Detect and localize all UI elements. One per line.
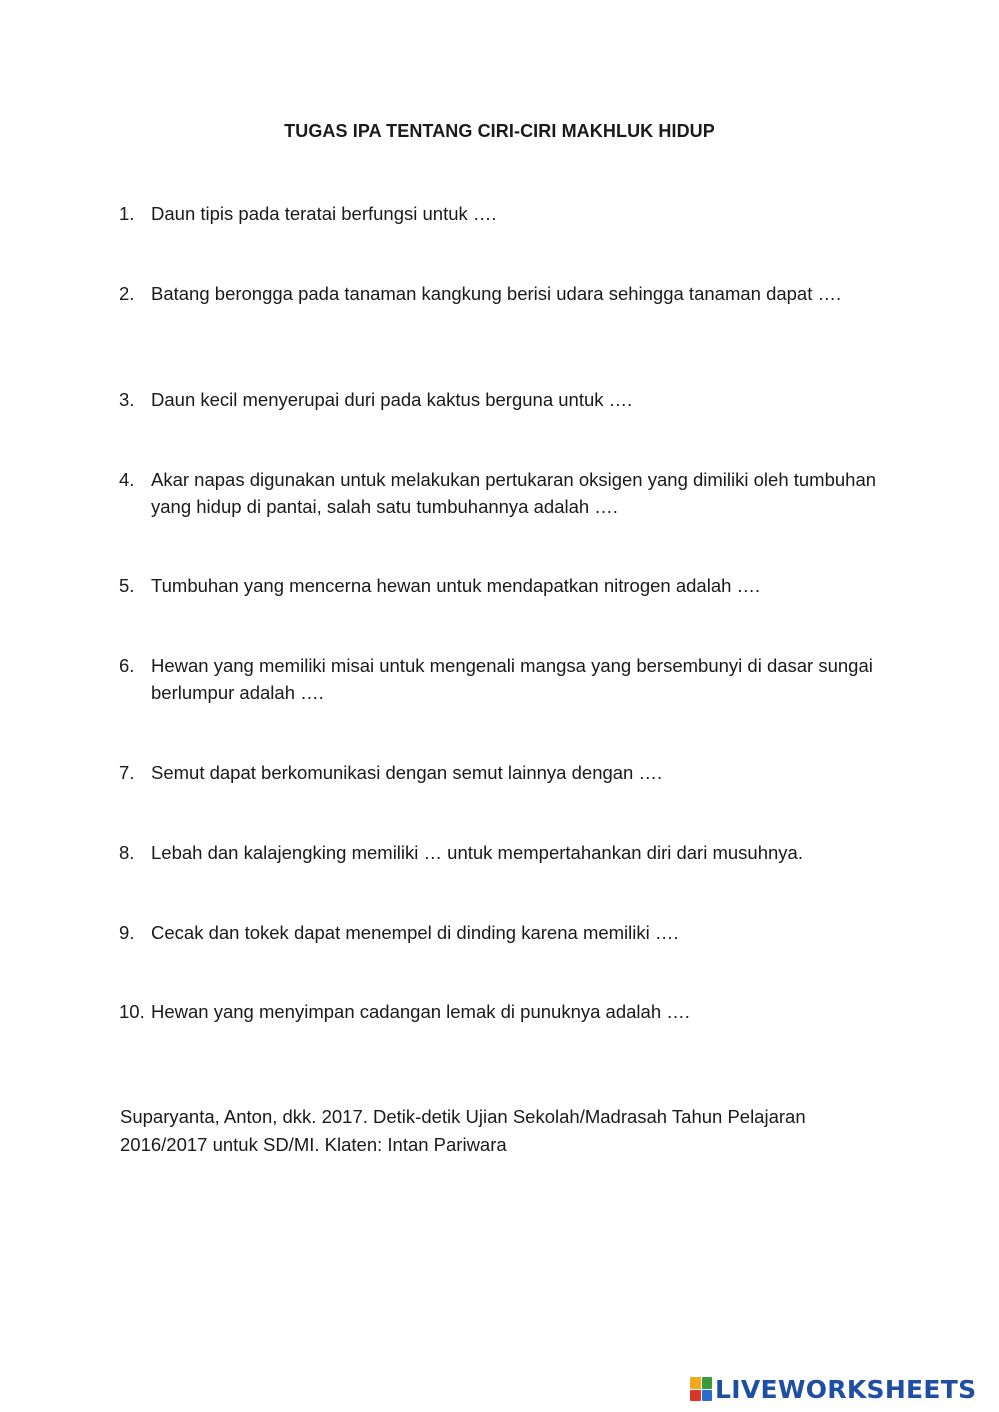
- question-number: 6.: [119, 655, 135, 676]
- question-text: Semut dapat berkomunikasi dengan semut lainnya dengan ….: [151, 762, 663, 783]
- question-item: [119, 200, 889, 227]
- question-item: [119, 759, 889, 786]
- question-item: [119, 998, 889, 1025]
- bibliography-reference: Suparyanta, Anton, dkk. 2017. Detik-detik Ujian Sekolah/Madrasah Tahun Pelajaran 2016/2017 untuk SD/MI. Klaten: Intan Pariwara: [120, 1106, 806, 1155]
- question-text: Batang berongga pada tanaman kangkung berisi udara sehingga tanaman dapat ….: [151, 283, 842, 304]
- question-item: [119, 839, 889, 866]
- question-item: [119, 919, 889, 946]
- question-item: [119, 280, 889, 307]
- question-number: 8.: [119, 842, 135, 863]
- question-number: 3.: [119, 389, 135, 410]
- question-number: 10.: [119, 1001, 145, 1022]
- question-text: Hewan yang menyimpan cadangan lemak di punuknya adalah ….: [151, 1001, 690, 1022]
- question-number: 9.: [119, 922, 135, 943]
- logo-mark-cell: [690, 1377, 701, 1389]
- logo-mark-cell: [702, 1377, 713, 1389]
- logo-mark-cell: [702, 1390, 713, 1402]
- question-text: Lebah dan kalajengking memiliki … untuk mempertahankan diri dari musuhnya.: [151, 842, 803, 863]
- logo-mark-cell: [690, 1390, 701, 1402]
- question-text: Daun tipis pada teratai berfungsi untuk ….: [151, 203, 497, 224]
- question-text: Hewan yang memiliki misai untuk mengenali mangsa yang bersembunyi di dasar sungai berlumpur adalah ….: [151, 655, 873, 703]
- question-number: 2.: [119, 283, 135, 304]
- question-text: Tumbuhan yang mencerna hewan untuk mendapatkan nitrogen adalah ….: [151, 575, 761, 596]
- question-item: [119, 652, 889, 706]
- question-number: 7.: [119, 762, 135, 783]
- question-number: 1.: [119, 203, 135, 224]
- liveworksheets-logo[interactable]: [690, 1374, 976, 1404]
- question-number: 4.: [119, 469, 135, 490]
- question-text: Daun kecil menyerupai duri pada kaktus berguna untuk ….: [151, 389, 633, 410]
- question-item: [119, 386, 889, 413]
- logo-text: LIVEWORKSHEETS: [715, 1374, 977, 1404]
- question-item: [119, 466, 889, 520]
- question-number: 5.: [119, 575, 135, 596]
- page-title: TUGAS IPA TENTANG CIRI-CIRI MAKHLUK HIDUP: [284, 121, 715, 141]
- question-text: Akar napas digunakan untuk melakukan pertukaran oksigen yang dimiliki oleh tumbuhan yang hidup di pantai, salah satu tumbuhannya adalah ….: [151, 469, 877, 517]
- liveworksheets-logo-icon: [690, 1377, 712, 1401]
- question-text: Cecak dan tokek dapat menempel di dinding karena memiliki ….: [151, 922, 679, 943]
- question-item: [119, 572, 889, 599]
